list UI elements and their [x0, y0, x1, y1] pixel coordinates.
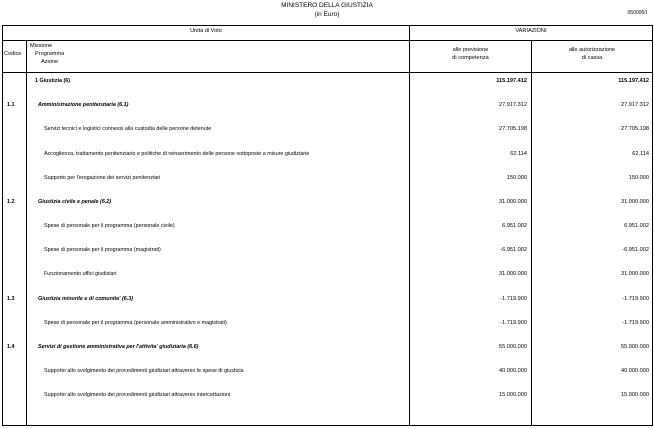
row-competenza: -6.951.002	[500, 247, 527, 253]
programma-header: Programma	[35, 51, 65, 57]
row-label: Spese di personale per il programma (personale amministrativo e magistrati)	[44, 320, 227, 326]
row-cassa: 6.951.002	[624, 223, 649, 229]
row-competenza: 150.000	[506, 175, 527, 181]
row-label: 1 Giustizia (6)	[35, 78, 71, 84]
row-competenza: -1.719.900	[500, 296, 527, 302]
row-label: Supporto allo svolgimento dei procedimenti giudiziari attraverso le spese di giustizia	[44, 368, 244, 374]
row-label: Giustizia minorile e di comunita' (6.3)	[38, 296, 134, 302]
row-cassa: 31.000.000	[621, 271, 649, 277]
row-competenza: 27.705.198	[499, 126, 527, 132]
row-competenza: 62.114	[510, 151, 527, 157]
cassa-header-line1: alle autorizzazione	[568, 47, 616, 53]
azione-header: Azione	[41, 59, 59, 65]
row-cassa: 40.000.000	[621, 368, 649, 374]
row-cassa: 115.197.412	[618, 78, 649, 84]
row-label: Servizi tecnici e logistici connessi alla custodia delle persone detenute	[44, 126, 212, 132]
row-cassa: -6.951.002	[622, 247, 649, 253]
variations-header: VARIAZIONI	[515, 28, 547, 34]
row-competenza: 115.197.412	[496, 78, 527, 84]
row-competenza: 31.000.000	[499, 271, 527, 277]
row-code: 1.1	[7, 102, 15, 108]
row-competenza: 40.000.000	[499, 368, 527, 374]
code-header: Codice	[4, 51, 22, 57]
row-cassa: -1.719.900	[622, 296, 649, 302]
row-label: Supporto per l'erogazione dei servizi penitenziari	[44, 175, 161, 181]
row-label: Funzionamento uffici giudiziari	[44, 271, 117, 277]
row-code: 1.2	[7, 199, 15, 205]
row-cassa: 55.000.000	[621, 344, 649, 350]
row-cassa: 15.000.000	[621, 392, 649, 398]
row-code: 1.3	[7, 296, 15, 302]
row-label: Amministrazione penitenziaria (6.1)	[38, 102, 129, 108]
row-cassa: 27.917.312	[621, 102, 649, 108]
row-label: Supporto allo svolgimento dei procedimenti giudiziari attraverso intercettazioni	[44, 392, 231, 398]
row-competenza: 31.000.000	[499, 199, 527, 205]
row-cassa: 150.000	[628, 175, 649, 181]
row-label: Servizi di gestione amministrativa per l'attivita' giudiziaria (6.6)	[38, 344, 199, 350]
missione-header: Missione	[30, 43, 53, 49]
row-label: Giustizia civile e penale (6.2)	[38, 199, 112, 205]
row-competenza: 27.917.312	[499, 102, 527, 108]
row-cassa: 31.000.000	[621, 199, 649, 205]
row-label: Spese di personale per il programma (personale civile)	[44, 223, 175, 229]
row-competenza: 15.000.000	[499, 392, 527, 398]
row-label: Spese di personale per il programma (magistrati)	[44, 247, 161, 253]
row-competenza: 6.951.002	[502, 223, 527, 229]
row-cassa: 62.114	[632, 151, 649, 157]
ministry-title: MINISTERO DELLA GIUSTIZIA	[281, 2, 373, 9]
row-cassa: -1.719.900	[622, 320, 649, 326]
row-cassa: 27.705.198	[621, 126, 649, 132]
unit-header: Unità di Voto	[190, 28, 222, 34]
competenza-header-line1: alle previsione	[452, 47, 489, 53]
document-code: 050006/I	[627, 10, 647, 16]
row-label: Accoglienza, trattamento penitenziario e politiche di reinserimento delle persone sottoposte a misure giudiziarie	[44, 151, 310, 157]
row-competenza: 55.000.000	[499, 344, 527, 350]
row-competenza: -1.719.900	[500, 320, 527, 326]
row-code: 1.4	[7, 344, 15, 350]
cassa-header-line2: di cassa	[581, 55, 603, 61]
currency-note: (in Euro)	[314, 11, 340, 18]
competenza-header-line2: di competenza	[452, 55, 489, 61]
